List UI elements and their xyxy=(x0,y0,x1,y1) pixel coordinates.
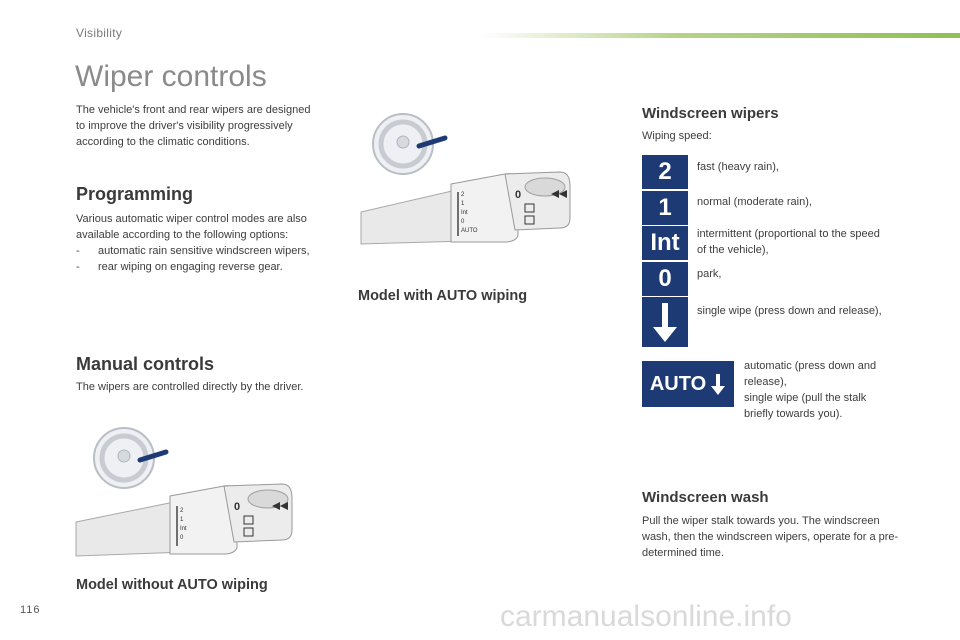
steering-wheel-icon xyxy=(373,114,445,174)
speed-2-text: fast (heavy rain), xyxy=(697,161,779,173)
auto-text-line: briefly towards you). xyxy=(744,408,843,420)
speed-0-icon: 0 xyxy=(642,262,688,296)
list-dash: - xyxy=(76,261,80,273)
speed-1-icon: 1 xyxy=(642,191,688,225)
auto-icon-label: AUTO xyxy=(649,372,707,395)
windscreen-wash-heading: Windscreen wash xyxy=(642,489,769,506)
single-wipe-icon xyxy=(642,297,688,347)
programming-heading: Programming xyxy=(76,184,194,204)
list-item-text: automatic rain sensitive windscreen wipers, xyxy=(98,245,310,257)
windscreen-wash-text: Pull the wiper stalk towards you. The windscreen wash, then the windscreen wipers, operate for a pre-determined time. xyxy=(642,515,899,559)
page-title: Wiper controls xyxy=(75,60,267,93)
stalk-label-1: 1 xyxy=(180,517,184,523)
list-item-text: rear wiping on engaging reverse gear. xyxy=(98,261,283,273)
manual-stalk-illustration xyxy=(74,420,304,570)
speed-1-text: normal (moderate rain), xyxy=(697,196,812,208)
intro-paragraph: The vehicle's front and rear wipers are designed to improve the driver's visibility progressively according to the climatic conditions. xyxy=(76,104,311,148)
stalk-label-auto: AUTO xyxy=(461,228,478,234)
stalk-label-int: Int xyxy=(461,210,468,216)
windscreen-wipers-heading: Windscreen wipers xyxy=(642,105,779,122)
auto-stalk-illustration xyxy=(355,108,575,258)
speed-int-text: intermittent (proportional to the speed of the vehicle), xyxy=(697,228,880,256)
rear-wiper-zero-label: 0 xyxy=(515,189,522,201)
speed-2-icon: 2 xyxy=(642,155,688,189)
stalk-label-0: 0 xyxy=(180,535,184,541)
manual-controls-text: The wipers are controlled directly by the driver. xyxy=(76,381,304,393)
auto-mode-text xyxy=(744,358,914,422)
page-number: 116 xyxy=(20,604,41,616)
list-item xyxy=(76,243,338,259)
list-item xyxy=(76,259,338,275)
down-arrow-icon xyxy=(710,372,726,396)
caption-without-auto: Model without AUTO wiping xyxy=(76,577,268,593)
wiper-stalk-icon xyxy=(76,484,292,556)
stalk-label-1: 1 xyxy=(461,201,465,207)
rear-wiper-zero-label: 0 xyxy=(234,501,241,513)
caption-with-auto: Model with AUTO wiping xyxy=(358,288,528,304)
stalk-label-0: 0 xyxy=(461,219,465,225)
stalk-label-2: 2 xyxy=(461,192,465,198)
manual-controls-heading: Manual controls xyxy=(76,354,215,374)
watermark: carmanualsonline.info xyxy=(500,600,792,633)
list-dash: - xyxy=(76,245,80,257)
programming-text: Various automatic wiper control modes are also available according to the following options: xyxy=(76,213,307,241)
wiping-speed-subtitle: Wiping speed: xyxy=(642,130,712,142)
single-wipe-text: single wipe (press down and release), xyxy=(697,305,882,317)
wiper-stalk-icon xyxy=(361,172,570,244)
speed-int-icon: Int xyxy=(642,226,688,260)
auto-text-line: release), xyxy=(744,376,787,388)
stalk-label-int: Int xyxy=(180,526,187,532)
auto-text-line: single wipe (pull the stalk xyxy=(744,392,867,404)
stalk-label-2: 2 xyxy=(180,508,184,514)
header-accent-bar xyxy=(482,33,960,38)
speed-0-text: park, xyxy=(697,268,722,280)
auto-mode-icon xyxy=(642,361,734,407)
steering-wheel-icon xyxy=(94,428,166,488)
down-arrow-icon xyxy=(642,297,688,347)
section-label: Visibility xyxy=(76,26,123,40)
programming-section xyxy=(76,211,338,275)
auto-text-line: automatic (press down and xyxy=(744,360,877,372)
